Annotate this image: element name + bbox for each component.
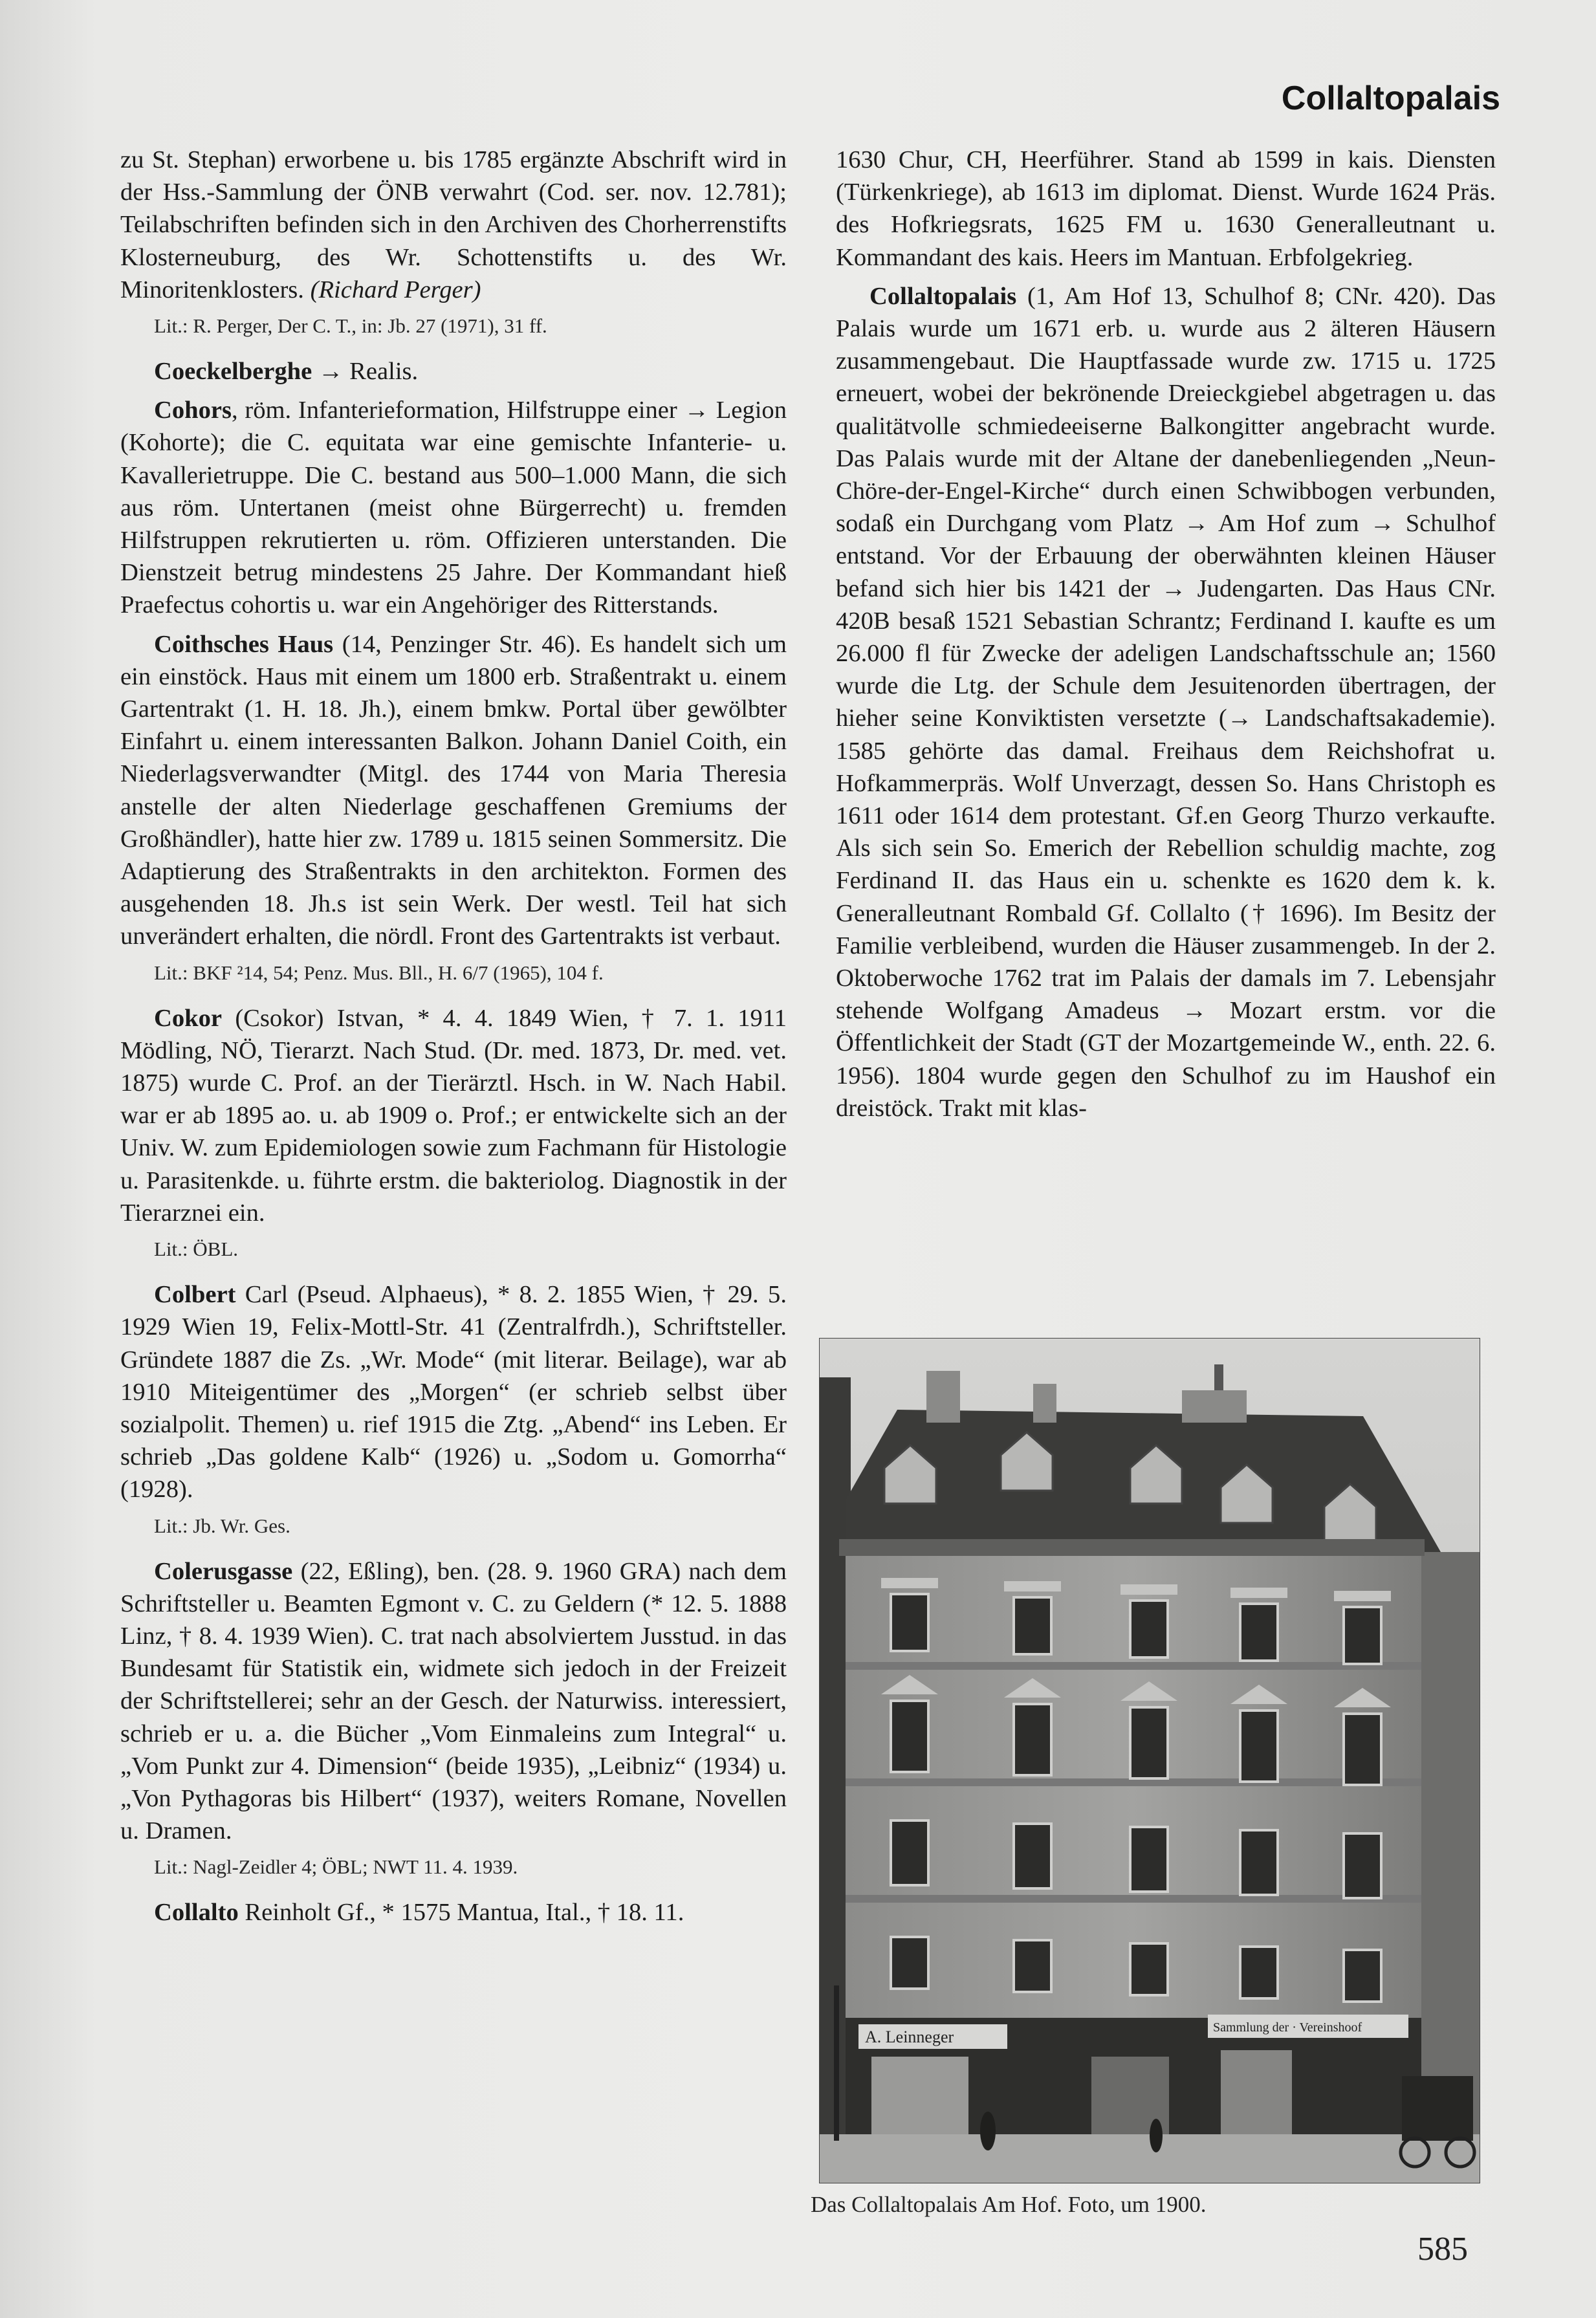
entry-body: → Realis.: [312, 358, 419, 386]
entry-headword: Collalto: [154, 1899, 239, 1927]
entry-headword: Coithsches Haus: [154, 630, 334, 658]
lexicon-entry: [120, 1278, 787, 1505]
entry-headword: Coeckelberghe: [154, 358, 312, 386]
entry-body: Reinholt Gf., * 1575 Mantua, Ital., † 18. 11.: [238, 1899, 684, 1927]
entry-headword: Colbert: [154, 1281, 236, 1309]
entry-body: zu St. Stephan) erworbene u. bis 1785 ergänzte Abschrift wird in der Hss.-Sammlung der ÖNB verwahrt (Cod. ser. nov. 12.781); Teilabschriften befinden sich in den Archiven des Chorherrenstifts Klosterneuburg, des Wr. Schottenstifts u. des Wr. Minoritenklosters.: [120, 146, 787, 303]
continued-entry-text: [120, 144, 787, 306]
running-head: Collaltopalais: [1281, 80, 1500, 117]
literature-reference: Lit.: Nagl-Zeidler 4; ÖBL; NWT 11. 4. 1939.: [154, 1855, 518, 1879]
page-number: 585: [1417, 2231, 1468, 2268]
building-photo-illustration: [820, 1339, 1480, 2183]
entry-headword: Collaltopalais: [869, 282, 1017, 310]
left-text-column: [120, 144, 787, 1936]
entry-body: , röm. Infanterieformation, Hilfstruppe einer → Legion (Kohorte); die C. equitata war eine gemischte Infanterie- u. Kavallerietruppe. Die C. bestand aus 500–1.000 Mann, die sich aus röm. Untertanen (meist ohne Bürgerrecht) u. fremden Hilfstruppen rekrutierten u. röm. Offizieren unterstanden. Die Dienstzeit betrug mindestens 25 Jahre. Der Kommandant hieß Praefectus cohortis u. war ein Angehöriger des Ritterstands.: [120, 397, 787, 619]
shop-sign-right: Sammlung der · Vereinshoof: [1213, 2020, 1362, 2035]
entry-author: (Richard Perger): [310, 276, 481, 303]
shop-sign-left: A. Leinneger: [865, 2028, 954, 2046]
entry-body: (Csokor) Istvan, * 4. 4. 1849 Wien, † 7. 1. 1911 Mödling, NÖ, Tierarzt. Nach Stud. (Dr. med. 1873, Dr. med. vet. 1875) wurde C. Prof. an der Tierärztl. Hsch. in W. Nach Habil. war er ab 1895 ao. u. ab 1909 o. Prof.; er entwickelte sich an der Univ. W. zum Epidemiologen sowie zum Fachmann für Histologie u. Parasitenkde. u. führte erstm. die bakteriolog. Diagnostik in der Tierarznei ein.: [120, 1004, 787, 1227]
lexicon-entry: [120, 355, 787, 388]
lexicon-entry: [120, 628, 787, 953]
entry-body: Carl (Pseud. Alphaeus), * 8. 2. 1855 Wien, † 29. 5. 1929 Wien 19, Felix-Mottl-Str. 41 (Zentralfrdh.), Schriftsteller. Gründete 1887 die Zs. „Wr. Mode“ (mit literar. Beilage), war ab 1910 Miteigentümer des „Morgen“ (er schrieb selbst über sozialpolit. Themen) u. rief 1915 die Ztg. „Abend“ ins Leben. Er schrieb „Das goldene Kalb“ (1926) u. „Sodom u. Gomorrha“ (1928).: [120, 1281, 787, 1503]
continued-entry-text: [836, 144, 1496, 274]
entry-body: 1630 Chur, CH, Heerführer. Stand ab 1599 in kais. Diensten (Türkenkriege), ab 1613 im diplomat. Dienst. Wurde 1624 Präs. des Hofkriegsrats, 1625 FM u. 1630 Generalleutnant u. Kommandant des kais. Heers im Mantuan. Erbfolgekrieg.: [836, 146, 1496, 271]
entry-body: (14, Penzinger Str. 46). Es handelt sich um ein einstöck. Haus mit einem um 1800 erb. Straßentrakt u. einem Gartentrakt (1. H. 18. Jh.), einem bmkw. Portal über gewölbter Einfahrt u. einem interessanten Balkon. Johann Daniel Coith, ein Niederlagsverwandter (Mitgl. des 1744 von Maria Theresia anstelle der alten Niederlage geschaffenen Gremiums der Großhändler), hatte hier zw. 1789 u. 1815 seinen Sommersitz. Die Adaptierung des Straßentrakts in den architekton. Formen des ausgehenden 18. Jh.s ist sein Werk. Der westl. Teil hat sich unverändert erhalten, die nördl. Front des Gartentrakts ist verbaut.: [120, 630, 787, 950]
literature-reference: Lit.: BKF ²14, 54; Penz. Mus. Bll., H. 6/7 (1965), 104 f.: [154, 961, 604, 984]
lexicon-entry: [120, 1555, 787, 1848]
entry-headword: Cokor: [154, 1004, 223, 1032]
right-text-column: [836, 144, 1496, 1131]
entry-headword: Cohors: [154, 397, 232, 424]
literature-reference: Lit.: ÖBL.: [154, 1238, 239, 1261]
lexicon-entry: [836, 280, 1496, 1124]
literature-reference: Lit.: Jb. Wr. Ges.: [154, 1514, 290, 1537]
literature-reference: Lit.: R. Perger, Der C. T., in: Jb. 27 (1971), 31 ff.: [154, 314, 547, 338]
entry-headword: Colerusgasse: [154, 1557, 293, 1585]
entry-body: (1, Am Hof 13, Schulhof 8; CNr. 420). Das Palais wurde um 1671 erb. u. wurde aus 2 älteren Häusern zusammengebaut. Die Hauptfassade wurde zw. 1715 u. 1725 erneuert, wobei der bekrönende Dreieckgiebel abgetragen u. das qualitätvolle schmiedeeiserne Balkongitter angebracht wurde. Das Palais wurde mit der Altane der danebenliegenden „Neun-Chöre-der-Engel-Kirche“ durch einen Schwibbogen verbunden, sodaß ein Durchgang vom Platz → Am Hof zum → Schulhof entstand. Vor der Erbauung der oberwähnten kleinen Häuser befand sich hier bis 1421 der → Judengarten. Das Haus CNr. 420B besaß 1521 Sebastian Schrantz; Ferdinand I. kaufte es um 26.000 fl für Zwecke der adeligen Landschaftsschule an; 1560 wurde die Ltg. der Schule dem Jesuitenorden übertragen, der hieher seine Konviktisten versetzte (→ Landschaftsakademie). 1585 gehörte das damal. Freihaus dem Reichshofrat u. Hofkammerpräs. Wolf Unverzagt, dessen So. Hans Christoph es 1611 oder 1614 dem protestant. Gf.en Georg Thurzo verkaufte. Als sich sein So. Emerich der Rebellion schuldig machte, zog Ferdinand II. das Haus ein u. schenkte es 1620 dem k. k. Generalleutnant Rombald Gf. Collalto († 1696). Im Besitz der Familie verbleibend, wurden die Häuser zusammengeb. In der 2. Oktoberwoche 1762 trat im Palais der damals im 7. Lebensjahr stehende Wolfgang Amadeus → Mozart erstm. vor die Öffentlichkeit der Stadt (GT der Mozartgemeinde W., enth. 22. 6. 1956). 1804 wurde gegen den Schulhof zu im Haushof ein dreistöck. Trakt mit klas-: [836, 282, 1496, 1122]
figure-caption: Das Collaltopalais Am Hof. Foto, um 1900.: [811, 2192, 1207, 2217]
lexicon-entry: [120, 1002, 787, 1229]
entry-body: (22, Eßling), ben. (28. 9. 1960 GRA) nach dem Schriftsteller u. Beamten Egmont v. C. zu Geldern (* 12. 5. 1888 Linz, † 8. 4. 1939 Wien). C. trat nach absolviertem Jusstud. in das Bundesamt für Statistik ein, widmete sich jedoch in der Freizeit der Schriftstellerei; sehr an der Gesch. der Naturwiss. interessiert, schrieb er u. a. die Bücher „Vom Einmaleins zum Integral“ u. „Vom Punkt zur 4. Dimension“ (beide 1935), „Leibniz“ (1934) u. „Von Pythagoras bis Hilbert“ (1937), weiters Romane, Novellen u. Dramen.: [120, 1557, 787, 1845]
lexicon-entry: [120, 394, 787, 621]
lexicon-entry: [120, 1896, 787, 1929]
collaltopalais-photograph: [819, 1338, 1480, 2183]
